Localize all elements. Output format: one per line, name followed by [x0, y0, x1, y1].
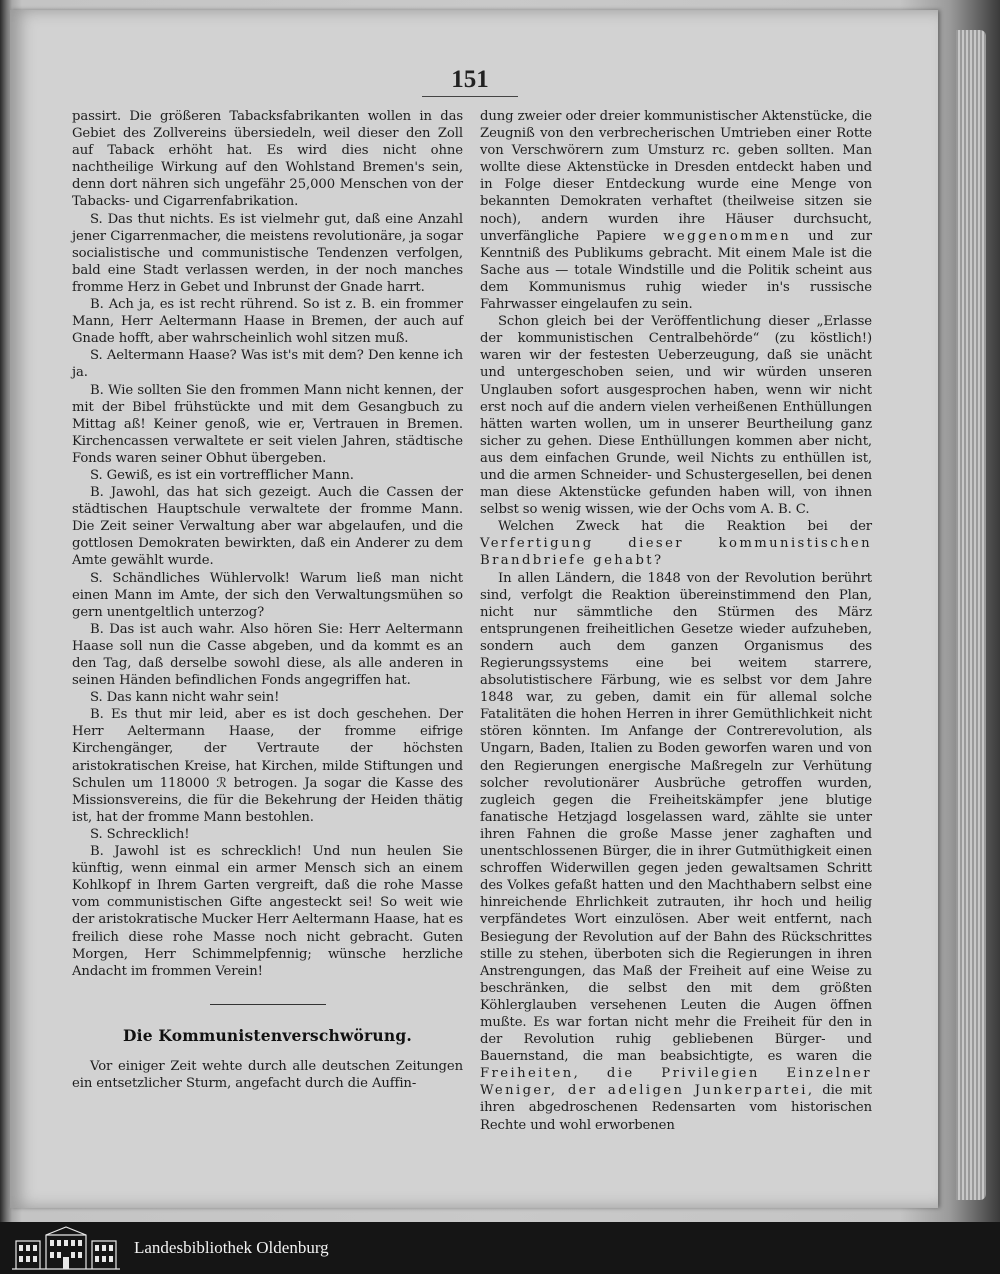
paragraph-text: die mit ihren abgedroschenen Redensarten vom historischen Rechte und wohl erworbenen — [480, 1083, 872, 1133]
paragraph-text: dung zweier oder dreier kommunistischer Aktenstücke, die Zeugniß von den verbrecherischen Umtrieben einer Rotte von Verschwörern zum Umsturz rc. geben sollten. Man wollte diese Aktenstücke in Dresden entdeckt haben und in Folge dieser Entdeckung wurde eine Menge von bekannten Demokraten verhaftet (theilweise sitzen sie noch), andern wurden ihre Häuser durchsucht, unverfängliche Papiere — [480, 109, 872, 244]
paragraph-text: In allen Ländern, die 1848 von der Revolution berührt sind, verfolgt die Reaktion übereinstimmend den Plan, nicht nur sämmtliche den Stürmen des März entsprungenen freiheitlichen Gesetze wieder aufzuheben, sondern auch dem ganzen Organismus des Regierungssystems eine bei weitem starrere, absolutistischere Färbung, wie es selbst vor dem Jahre 1848 war, zu geben, damit ein für allemal solche Fatalitäten die hohen Herren in ihrer Gemüthlichkeit nicht stören könnten. Im Anfange der Contrerevolution, als Ungarn, Baden, Italien zu Boden geworfen waren und von den Regierungen energische Maßregeln zur Verhütung solcher revolutionärer Ausbrüche getroffen wurden, zugleich gegen die Freiheitskämpfer jene blutige fanatische Hetzjagd losgelassen ward, zählte sie unter ihren Fahnen die große Masse jener zaghaften und unentschlossenen Bürger, die in ihrer Gutmüthigkeit einen schroffen Widerwillen gegen jeden gewaltsamen Schritt des Volkes gefaßt hatten und den Machthabern selbst eine hinreichende Ehrlichkeit zutrauten, ihr hoch und heilig verpfändetes Wort einzulösen. Aber weit entfernt, nach Besiegung der Revolution auf der Bahn des Rückschrittes stille zu stehen, überboten sich die Regierungen in ihren Anstrengungen, das Maß der Freiheit auf eine Weise zu beschränken, die selbst den mit dem größten Köhlerglauben versehenen Leuten die Augen öffnen mußte. Es war fortan nicht mehr die Freiheit für den in der Revolution ruhig gebliebenen Bürger- und Bauernstand, die man beabsichtigte, es waren die — [480, 570, 872, 1065]
paragraph-text: Welchen Zweck hat die Reaktion bei der — [498, 519, 872, 535]
paragraph — [480, 108, 872, 313]
paragraph: S. Aeltermann Haase? Was ist's mit dem? Den kenne ich ja. — [72, 348, 463, 381]
paragraph: S. Das kann nicht wahr sein! — [90, 690, 280, 706]
paragraph: S. Das thut nichts. Es ist vielmehr gut, daß eine Anzahl jener Cigarrenmacher, die meistens revolutionäre, ja sogar socialistische und communistische Tendenzen verfolgen, bald eine Stadt verlassen werden, in der noch manches fromme Herz in Gebet und Inbrunst der Gnade harrt. — [72, 211, 463, 295]
paragraph: B. Wie sollten Sie den frommen Mann nicht kennen, der mit der Bibel frühstückte und mit dem Gesangbuch zu Mittag aß! Keiner genoß, wie er, Vertrauen in Bremen. Kirchencassen verwaltete er seit vielen Jahren, städtische Fonds waren seiner Obhut übergeben. — [72, 382, 463, 466]
page-edges — [956, 30, 986, 1200]
section-divider — [210, 1004, 326, 1005]
paragraph: passirt. Die größeren Tabacksfabrikanten wollen in das Gebiet des Zollvereins übersiedeln, weil dieser den Zoll auf Taback erhöht hat. Es wird dies nicht ohne nachtheilige Wirkung auf den Wohlstand Bremen's sein, denn dort nähren sich ungefähr 25,000 Menschen von der Tabacks- und Cigarrenfabrikation. — [72, 109, 463, 210]
paragraph: B. Jawohl ist es schrecklich! Und nun heulen Sie künftig, wenn einmal ein armer Mensch sich an einem Kohlkopf in Ihrem Garten vergreift, daß die rohe Masse vom communistischen Gifte angesteckt sei! So weit wie der aristokratische Mucker Herr Aeltermann Haase, hat es freilich diese rohe Masse noch nicht gebracht. Guten Morgen, Herr Schimmelpfennig; wünsche herzliche Andacht im frommen Verein! — [72, 844, 463, 979]
paragraph: S. Gewiß, es ist ein vortrefflicher Mann. — [90, 467, 354, 483]
paragraph: Schon gleich bei der Veröffentlichung dieser „Erlasse der kommunistischen Centralbehörde“ (zu köstlich!) waren wir der festesten Ueberzeugung, daß sie unächt und untergeschoben seien, und wir würden unseren Unglauben sofort ausgesprochen haben, wenn wir nicht erst noch auf die andern vielen verheißenen Enthüllungen hätten warten wollen, um in unserer Beurtheilung ganz sicher zu gehen. Diese Enthüllungen kommen aber nicht, aus dem einfachen Grunde, weil Nichts zu enthüllen ist, und die armen Schneider- und Schustergesellen, bei denen man diese Aktenstücke gefunden haben will, von ihnen selbst so wenig wissen, wie der Ochs vom A. B. C. — [480, 314, 872, 518]
footer-bar — [0, 1222, 1000, 1274]
left-column — [72, 108, 463, 1092]
paragraph: B. Es thut mir leid, aber es ist doch geschehen. Der Herr Aeltermann Haase, der fromme eifrige Kirchengänger, der Vertraute der höchsten aristokratischen Kreise, hat Kirchen, milde Stiftungen und Schulen um 118000 ℛ betrogen. Ja sogar die Kasse des Missionsvereins, die für die Bekehrung der Heiden thätig ist, hat der fromme Mann bestohlen. — [72, 707, 463, 825]
library-name: Landesbibliothek Oldenburg — [134, 1238, 329, 1257]
paragraph-text: und zur Kenntniß des Publikums gebracht. Mit einem Male ist die Sache aus — totale Windstille und die Politik scheint aus dem Kommunismus ruhig wieder in's russische Fahrwasser eingelaufen zu sein. — [480, 228, 873, 313]
paragraph: B. Jawohl, das hat sich gezeigt. Auch die Cassen der städtischen Hauptschule verwaltete der fromme Mann. Die Zeit seiner Verwaltung aber war abgelaufen, und die gottlosen Demokraten bewirkten, daß ein Anderer zu dem Amte gewählt wurde. — [72, 485, 463, 569]
paragraph: B. Ach ja, es ist recht rührend. So ist z. B. ein frommer Mann, Herr Aeltermann Haase in Bremen, der auch auf Gnade hofft, aber wahrscheinlich wohl sitzen muß. — [72, 297, 463, 347]
emphasized-text: Freiheiten, die Privilegien Einzelner Weniger, der adeligen Junkerpartei, — [480, 1066, 872, 1099]
emphasized-text: weggenommen — [663, 228, 792, 244]
paragraph — [480, 570, 872, 1134]
section-heading: Die Kommunistenverschwörung. — [123, 1025, 412, 1045]
paragraph: S. Schrecklich! — [90, 826, 190, 842]
paragraph: Vor einiger Zeit wehte durch alle deutschen Zeitungen ein entsetzlicher Sturm, angefacht durch die Auffin- — [72, 1058, 463, 1091]
paragraph — [480, 518, 872, 569]
paragraph: S. Schändliches Wühlervolk! Warum ließ man nicht einen Mann im Amte, der sich den Verwaltungsmühen so gern unentgeltlich unterzog? — [72, 570, 463, 620]
paragraph: B. Das ist auch wahr. Also hören Sie: Herr Aeltermann Haase soll nun die Casse abgeben, und da kommt es an den Tag, daß derselbe sowohl diese, als alle anderen in seinen Händen befindlichen Fonds angegriffen hat. — [72, 621, 463, 689]
right-column — [480, 108, 872, 1134]
emphasized-text: Verfertigung dieser kommunistischen Brandbriefe gehabt? — [480, 536, 872, 569]
library-building-icon — [10, 1225, 122, 1271]
page-number: 151 — [422, 66, 518, 97]
